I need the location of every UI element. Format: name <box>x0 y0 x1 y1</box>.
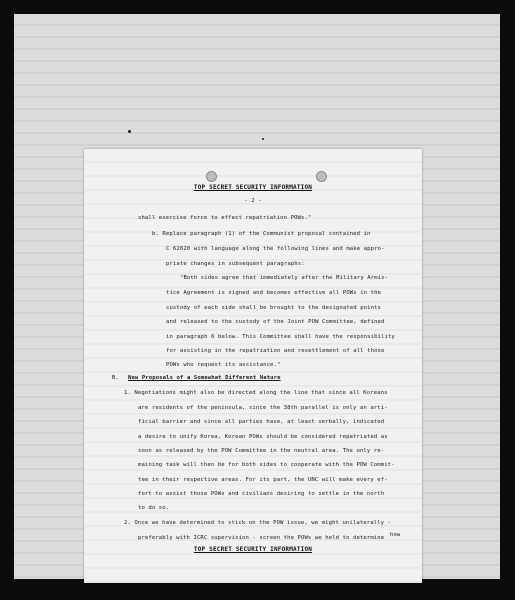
body-line: a desire to unify Korea, Korean POWs should be considered repatriated as <box>138 434 388 440</box>
body-line: for assisting in the repatriation and resettlement of all those <box>166 348 385 354</box>
body-line: are residents of the peninsula, since the 38th parallel is only an arti- <box>138 405 388 411</box>
body-line: to do so. <box>138 505 170 511</box>
catchword: how <box>390 532 401 538</box>
top-classification: TOP SECRET SECURITY INFORMATION <box>193 184 313 191</box>
body-line: priate changes in subsequent paragraphs: <box>166 261 305 267</box>
body-line: POWs who request its assistance." <box>166 362 281 368</box>
body-line: "Both sides agree that immediately after the Military Armis- <box>180 275 389 281</box>
body-line: and released to the custody of the Joint POW Committee, defined <box>166 319 385 325</box>
document-page <box>84 149 422 583</box>
body-line: b. Replace paragraph (1) of the Communist proposal contained in <box>152 231 371 237</box>
body-line: ficial barrier and since all parties have, at least verbally, indicated <box>138 419 385 425</box>
bottom-classification: TOP SECRET SECURITY INFORMATION <box>193 546 313 553</box>
body-line: soon as released by the POW Committee in the neutral area. The only re- <box>138 448 385 454</box>
body-line: preferably with ICRC supervision - screen the POWs we held to determine <box>138 535 385 541</box>
punch-hole-left <box>206 171 217 182</box>
punch-hole-right <box>316 171 327 182</box>
body-line: tice Agreement is signed and becomes effective all POWs in the <box>166 290 381 296</box>
body-line: C 62620 with language along the following lines and make appro- <box>166 246 385 252</box>
body-line: tee in their respective areas. For its part, the UNC will make every ef- <box>138 477 388 483</box>
section-heading: New Proposals of a Somewhat Different Nature <box>128 375 281 381</box>
film-speck <box>262 138 264 140</box>
body-line: fort to assist those POWs and civilians desiring to settle in the north <box>138 491 385 497</box>
body-line: shall exercise force to effect repatriation POWs." <box>138 215 312 221</box>
body-line: in paragraph 6 below. This Committee shall have the responsibility <box>166 334 395 340</box>
body-line: 2. Once we have determined to stick on the POW issue, we might unilaterally - <box>124 520 392 526</box>
body-line: maining task will then be for both sides to cooperate with the POW Commit- <box>138 462 395 468</box>
film-speck <box>128 130 131 133</box>
page-number: - 2 - <box>244 198 262 204</box>
body-line: 1. Negotiations might also be directed along the line that since all Koreans <box>124 390 388 396</box>
section-letter: B. <box>112 375 119 381</box>
body-line: custody of each side shall be brought to the designated points <box>166 305 381 311</box>
